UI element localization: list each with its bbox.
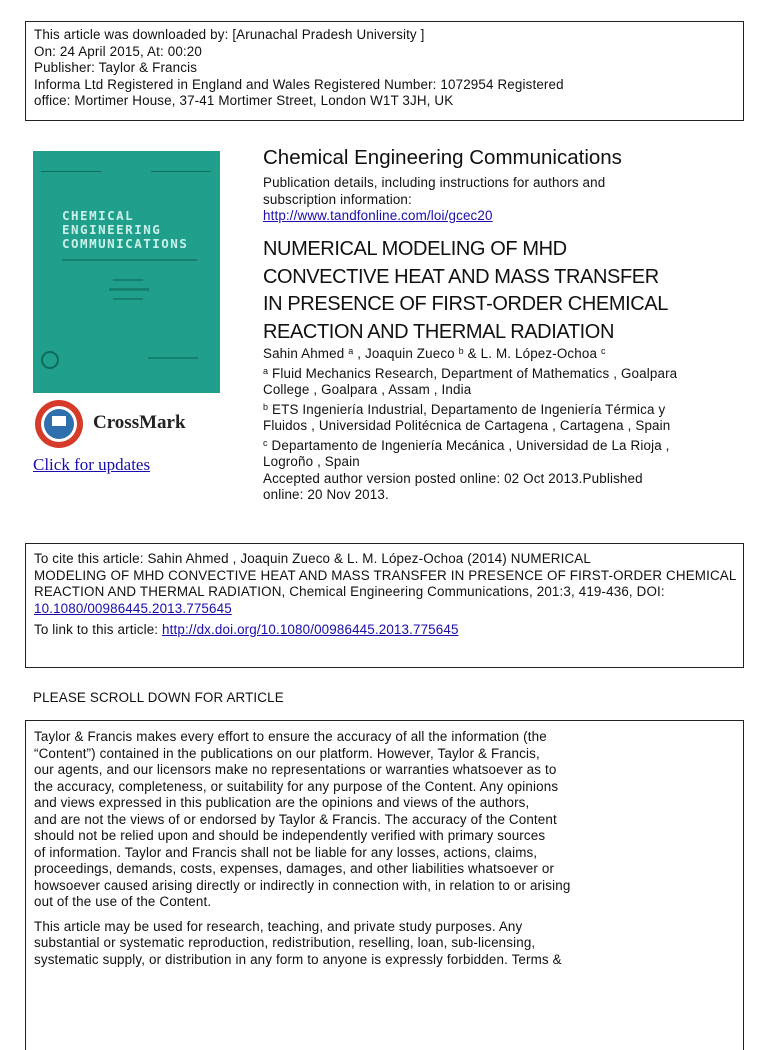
publication-details-line: subscription information: — [263, 191, 412, 207]
download-info-line: Publisher: Taylor & Francis — [34, 60, 198, 75]
publication-details — [263, 175, 605, 225]
affiliation — [263, 438, 677, 455]
download-info-line: office: Mortimer House, 37-41 Mortimer Street, London W1T 3JH, UK — [34, 93, 454, 108]
disclaimer-line: howsoever caused arising directly or indirectly in connection with, in relation to or arising — [34, 877, 571, 893]
disclaimer-line: “Content”) contained in the publications on our platform. However, Taylor & Francis, — [34, 745, 540, 761]
scroll-notice: PLEASE SCROLL DOWN FOR ARTICLE — [33, 690, 284, 705]
disclaimer-line: out of the use of the Content. — [34, 894, 212, 909]
click-for-updates-link[interactable]: Click for updates — [33, 455, 151, 474]
affiliation — [263, 366, 677, 383]
affiliation-text: College , Goalpara , Assam , India — [263, 382, 472, 397]
citation-line: MODELING OF MHD CONVECTIVE HEAT AND MASS TRANSFER IN PRESENCE OF FIRST-ORDER CHEMICAL — [34, 567, 737, 583]
author-name[interactable]: Sahin Ahmed — [263, 346, 345, 361]
disclaimer-line: the accuracy, completeness, or suitability for any purpose of the Content. Any opinions — [34, 778, 559, 794]
cover-stripe — [62, 259, 197, 261]
publication-details-line: Publication details, including instructions for authors and — [263, 175, 606, 190]
citation-line: To cite this article: Sahin Ahmed , Joaquin Zueco & L. M. López-Ochoa (2014) NUMERICAL — [34, 551, 591, 566]
cover-title-line: ENGINEERING — [62, 222, 162, 237]
article-title-line: IN PRESENCE OF FIRST-ORDER CHEMICAL — [263, 293, 668, 315]
disclaimer-line: Taylor & Francis makes every effort to ensure the accuracy of all the information (the — [34, 729, 547, 744]
disclaimer-line: proceedings, demands, costs, expenses, damages, and other liabilities whatsoever or — [34, 861, 555, 876]
accepted-date: online: 20 Nov 2013. — [263, 487, 389, 502]
cover-stripe — [148, 357, 198, 359]
disclaimer-line: our agents, and our licensors make no representations or warranties whatsoever as to — [34, 762, 557, 777]
accepted-date: Accepted author version posted online: 02 Oct 2013.Published — [263, 470, 643, 486]
crossmark-label[interactable]: CrossMark — [93, 412, 186, 433]
journal-cover-image[interactable] — [33, 151, 220, 393]
disclaimer-line: This article may be used for research, teaching, and private study purposes. Any — [34, 918, 523, 934]
journal-url-link[interactable]: http://www.tandfonline.com/loi/gcec20 — [263, 208, 493, 223]
disclaimer-line: systematic supply, or distribution in any form to anyone is expressly forbidden. Terms & — [34, 951, 562, 967]
authors-block — [263, 346, 677, 504]
doi-link[interactable]: 10.1080/00986445.2013.775645 — [34, 600, 232, 616]
disclaimer-line: and are not the views of or endorsed by Taylor & Francis. The accuracy of the Content — [34, 811, 557, 827]
download-info-box — [25, 21, 744, 121]
paragraph-gap — [34, 911, 735, 919]
cover-stripe — [113, 279, 143, 281]
affiliation — [263, 402, 677, 419]
citation-line: REACTION AND THERMAL RADIATION, Chemical Engineering Communications, 201:3, 419-436, DOI: — [34, 584, 665, 599]
cover-stripe — [113, 298, 143, 300]
cover-emblem-icon — [41, 351, 59, 369]
disclaimer-box — [25, 720, 744, 1050]
disclaimer-line: substantial or systematic reproduction, redistribution, reselling, loan, sub-licensing, — [34, 935, 536, 950]
author-name[interactable]: Joaquin Zueco — [364, 346, 455, 361]
journal-title: Chemical Engineering Communications — [263, 146, 622, 169]
cover-rule — [151, 171, 211, 172]
article-link-label: To link to this article: — [34, 622, 163, 637]
cover-rule — [41, 171, 101, 172]
author-list — [263, 346, 677, 363]
citation-box — [25, 543, 744, 668]
article-title-line: NUMERICAL MODELING OF MHD — [263, 238, 567, 260]
author-name[interactable]: L. M. López-Ochoa — [480, 346, 598, 361]
affiliation-marker: a — [348, 346, 354, 356]
article-link-row — [34, 622, 735, 639]
disclaimer-line: of information. Taylor and Francis shall not be liable for any losses, actions, claims, — [34, 844, 538, 860]
disclaimer-line: should not be relied upon and should be independently verified with primary sources — [34, 828, 546, 843]
affiliation-marker: a — [263, 365, 269, 376]
download-info-line: This article was downloaded by: [Arunachal Pradesh University ] — [34, 27, 425, 42]
download-info-line: On: 24 April 2015, At: 00:20 — [34, 43, 202, 59]
author-separator: & — [463, 346, 481, 361]
article-title-line: CONVECTIVE HEAT AND MASS TRANSFER — [263, 265, 659, 288]
affiliation-marker: b — [458, 346, 464, 356]
cover-title-line: CHEMICAL — [62, 208, 135, 223]
cover-stripe — [109, 288, 149, 291]
affiliation-marker: c — [600, 346, 606, 356]
article-url-link[interactable]: http://dx.doi.org/10.1080/00986445.2013.775645 — [162, 622, 459, 637]
affiliation-text: Departamento de Ingeniería Mecánica , Universidad de La Rioja , — [271, 437, 670, 453]
affiliation-text: Logroño , Spain — [263, 454, 360, 469]
affiliation-text: Fluid Mechanics Research, Department of Mathematics , Goalpara — [272, 365, 678, 381]
affiliation-text: ETS Ingeniería Industrial, Departamento de Ingeniería Térmica y — [272, 401, 666, 417]
cover-title — [62, 209, 188, 251]
affiliation-marker: c — [263, 437, 268, 448]
affiliation-marker: b — [263, 401, 269, 412]
article-title-line: REACTION AND THERMAL RADIATION — [263, 320, 615, 343]
cover-title-line: COMMUNICATIONS — [62, 236, 189, 251]
crossmark-bookmark-icon — [52, 416, 66, 426]
disclaimer-line: and views expressed in this publication are the opinions and views of the authors, — [34, 795, 530, 810]
download-info-line: Informa Ltd Registered in England and Wales Registered Number: 1072954 Registered — [34, 76, 564, 92]
affiliation-text: Fluidos , Universidad Politécnica de Cartagena , Cartagena , Spain — [263, 418, 671, 433]
article-title — [263, 236, 668, 346]
author-separator: , — [353, 346, 365, 361]
